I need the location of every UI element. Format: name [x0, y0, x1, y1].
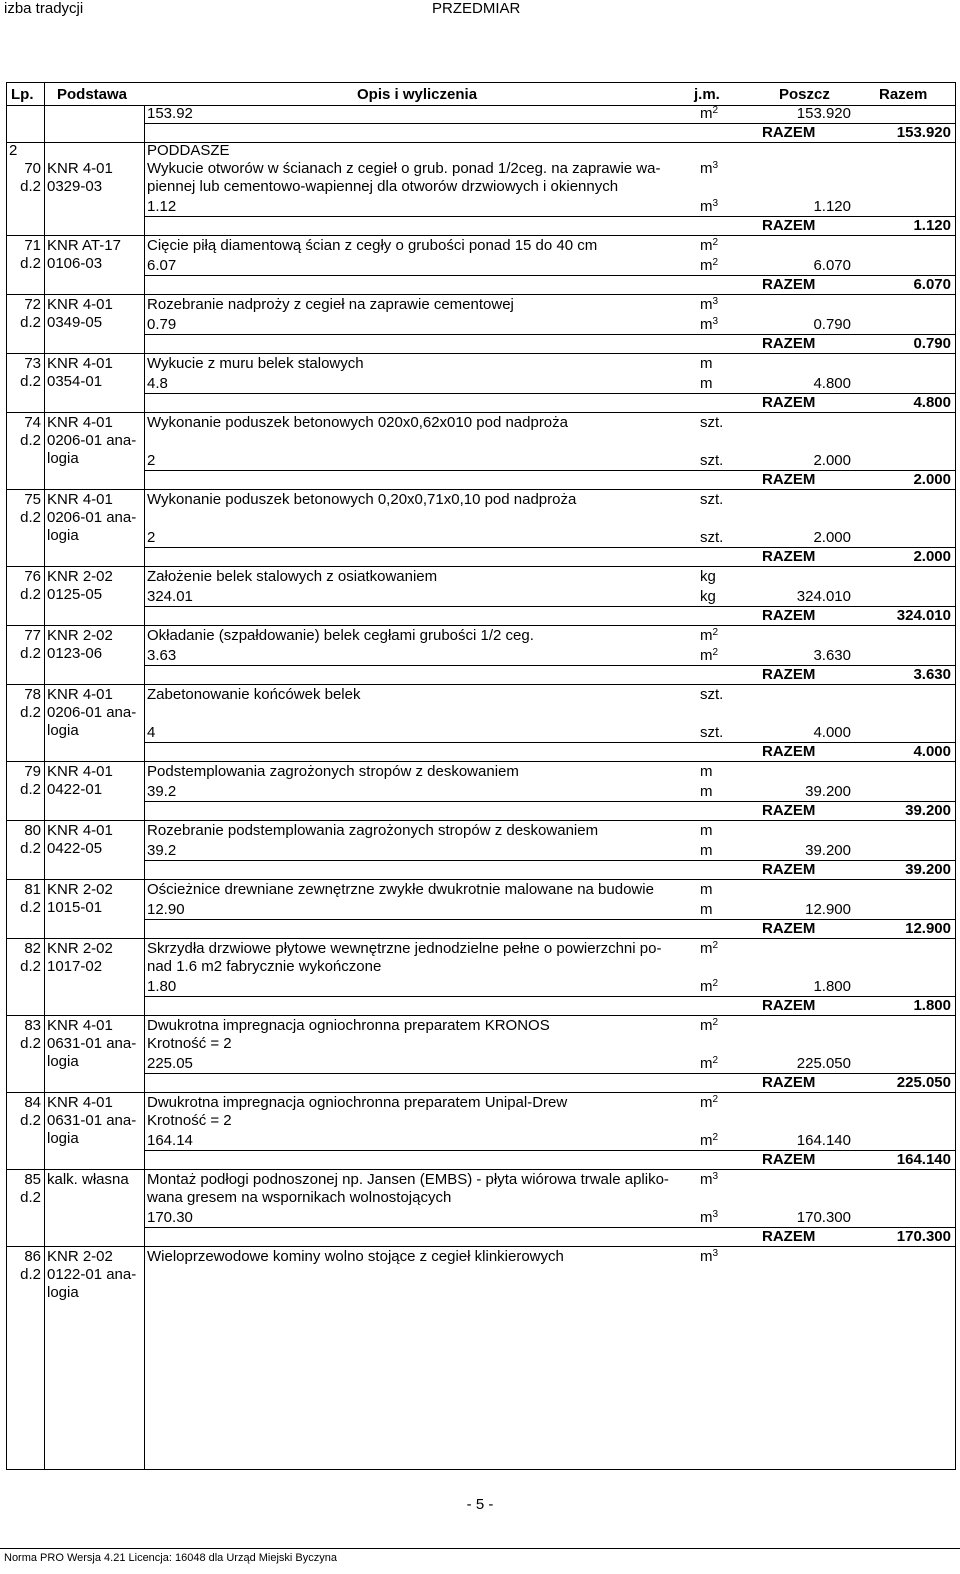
- col-basis: Podstawa: [57, 86, 128, 103]
- item-number: 70: [24, 160, 41, 177]
- razem-value: 1.120: [913, 217, 951, 234]
- item-description: Cięcie piłą diamentową ścian z cegły o grubości ponad 15 do 40 cm: [147, 237, 598, 254]
- document-title: PRZEDMIAR: [432, 0, 521, 17]
- item-unit: szt.: [700, 686, 724, 703]
- razem-label: RAZEM: [762, 743, 816, 760]
- item-expression-unit: $m^3$: [700, 316, 719, 333]
- col-unit: j.m.: [694, 86, 720, 103]
- row-separator: [7, 566, 955, 567]
- razem-label: RAZEM: [762, 666, 816, 683]
- item-description: Założenie belek stalowych z osiatkowaniem: [147, 568, 438, 585]
- item-unit: $m^2$: [700, 1017, 719, 1034]
- item-expression-unit: $m^2$: [700, 978, 719, 995]
- item-subsection: d.2: [20, 432, 41, 449]
- razem-value: 4.000: [913, 743, 951, 760]
- razem-value: 6.070: [913, 276, 951, 293]
- item-basis: KNR 4-01: [47, 1094, 113, 1111]
- item-subsection: d.2: [20, 178, 41, 195]
- row-separator: [7, 820, 955, 821]
- item-basis: KNR 4-01: [47, 763, 113, 780]
- razem-label: RAZEM: [762, 607, 816, 624]
- item-basis: KNR 4-01: [47, 355, 113, 372]
- item-expression: 1.12: [147, 198, 177, 215]
- item-subsection: d.2: [20, 1112, 41, 1129]
- item-basis: KNR 4-01: [47, 414, 113, 431]
- item-number: 85: [24, 1171, 41, 1188]
- razem-label: RAZEM: [762, 394, 816, 411]
- item-description: Skrzydła drzwiowe płytowe wewnętrzne jednodzielne pełne o powierzchni po-: [147, 940, 662, 957]
- item-basis: 0106-03: [47, 255, 103, 272]
- item-expression-unit: m: [700, 375, 713, 392]
- item-unit: m: [700, 822, 713, 839]
- item-number: 79: [24, 763, 41, 780]
- item-expression-unit: szt.: [700, 529, 724, 546]
- footer-divider: [0, 1548, 960, 1549]
- item-quantity: 164.140: [796, 1132, 851, 1149]
- item-quantity: 2.000: [813, 452, 851, 469]
- license-line: Norma PRO Wersja 4.21 Licencja: 16048 dla Urząd Miejski Byczyna: [4, 1552, 337, 1564]
- razem-value: 0.790: [913, 335, 951, 352]
- item-unit: $m^2$: [700, 237, 719, 254]
- row-separator: [7, 489, 955, 490]
- col-lp: Lp.: [11, 86, 34, 103]
- item-description: Zabetonowanie końcówek belek: [147, 686, 361, 703]
- item-number: 86: [24, 1248, 41, 1265]
- row-separator: [7, 684, 955, 685]
- item-quantity: 39.200: [805, 842, 851, 859]
- item-basis: KNR AT-17: [47, 237, 121, 254]
- col-divider: [144, 105, 145, 1469]
- item-basis: logia: [47, 722, 79, 739]
- razem-value: 164.140: [896, 1151, 951, 1168]
- razem-label: RAZEM: [762, 335, 816, 352]
- row-separator: [7, 761, 955, 762]
- item-number: 80: [24, 822, 41, 839]
- razem-value: 12.900: [905, 920, 951, 937]
- section-number: 2: [9, 142, 18, 159]
- row-separator: [7, 353, 955, 354]
- col-desc: Opis i wyliczenia: [357, 86, 478, 103]
- item-unit: m: [700, 355, 713, 372]
- item-basis: 0122-01 ana-: [47, 1266, 137, 1283]
- item-expression-unit: $m^2$: [700, 647, 719, 664]
- item-quantity: 225.050: [796, 1055, 851, 1072]
- razem-value: 170.300: [896, 1228, 951, 1245]
- item-number: 71: [24, 237, 41, 254]
- item-quantity: 1.120: [813, 198, 851, 215]
- item-quantity: 12.900: [805, 901, 851, 918]
- page-header: [0, 0, 960, 20]
- item-subsection: d.2: [20, 840, 41, 857]
- item-unit: szt.: [700, 414, 724, 431]
- item-number: 81: [24, 881, 41, 898]
- razem-value: 324.010: [896, 607, 951, 624]
- item-expression: 2: [147, 452, 156, 469]
- item-expression: 0.79: [147, 316, 177, 333]
- section-title: PODDASZE: [147, 142, 230, 159]
- razem-label: RAZEM: [762, 997, 816, 1014]
- item-quantity: 0.790: [813, 316, 851, 333]
- table-header: [7, 83, 955, 106]
- razem-label: RAZEM: [762, 276, 816, 293]
- razem-label: RAZEM: [762, 802, 816, 819]
- item-expression-unit: kg: [700, 588, 716, 605]
- item-basis: 0206-01 ana-: [47, 432, 137, 449]
- item-description: Rozebranie nadproży z cegieł na zaprawie cementowej: [147, 296, 514, 313]
- item-expression-unit: m: [700, 842, 713, 859]
- item-number: 76: [24, 568, 41, 585]
- item-quantity: 4.000: [813, 724, 851, 741]
- item-number: 78: [24, 686, 41, 703]
- item-basis: KNR 2-02: [47, 1248, 113, 1265]
- item-expression: 170.30: [147, 1209, 193, 1226]
- item-subsection: d.2: [20, 1189, 41, 1206]
- item-basis: KNR 4-01: [47, 160, 113, 177]
- item-basis: 0123-06: [47, 645, 103, 662]
- item-expression: 6.07: [147, 257, 177, 274]
- item-basis: 0349-05: [47, 314, 103, 331]
- row-separator: [7, 625, 955, 626]
- page-number: - 5 -: [466, 1496, 494, 1513]
- item-expression: 3.63: [147, 647, 177, 664]
- item-basis: logia: [47, 527, 79, 544]
- razem-value: 39.200: [905, 861, 951, 878]
- item-basis: logia: [47, 1053, 79, 1070]
- item-expression-unit: $m^2$: [700, 257, 719, 274]
- item-description: wana gresem na wspornikach wolnostojących: [147, 1189, 452, 1206]
- item-expression-unit: $m^2$: [700, 1132, 719, 1149]
- item-description: Wykucie otworów w ścianach z cegieł o grub. ponad 1/2ceg. na zaprawie wa-: [147, 160, 661, 177]
- item-subsection: d.2: [20, 255, 41, 272]
- item-basis: KNR 2-02: [47, 940, 113, 957]
- item-expression-unit: szt.: [700, 452, 724, 469]
- row-separator: [7, 1092, 955, 1093]
- item-expression-unit: $m^3$: [700, 198, 719, 215]
- company-name: izba tradycji: [4, 0, 84, 17]
- item-basis: kalk. własna: [47, 1171, 129, 1188]
- razem-value: 1.800: [913, 997, 951, 1014]
- item-basis: 0125-05: [47, 586, 103, 603]
- item-expression: 4: [147, 724, 156, 741]
- item-basis: 0422-05: [47, 840, 103, 857]
- item-unit: $m^3$: [700, 160, 719, 177]
- item-unit: m: [700, 763, 713, 780]
- item-subsection: d.2: [20, 509, 41, 526]
- item-expression-unit: $m^2$: [700, 1055, 719, 1072]
- item-expression-unit: m: [700, 901, 713, 918]
- item-unit: $m^3$: [700, 296, 719, 313]
- item-number: 84: [24, 1094, 41, 1111]
- razem-label: RAZEM: [762, 1151, 816, 1168]
- item-description: Krotność = 2: [147, 1035, 232, 1052]
- item-description: Dwukrotna impregnacja ogniochronna preparatem KRONOS: [147, 1017, 550, 1034]
- item-description: Dwukrotna impregnacja ogniochronna preparatem Unipal-Drew: [147, 1094, 568, 1111]
- item-description: Krotność = 2: [147, 1112, 232, 1129]
- item-number: 83: [24, 1017, 41, 1034]
- razem-label: RAZEM: [762, 548, 816, 565]
- item-description: Okładanie (szpałdowanie) belek cegłami grubości 1/2 ceg.: [147, 627, 534, 644]
- item-subsection: d.2: [20, 958, 41, 975]
- item-description: Wykonanie poduszek betonowych 0,20x0,71x0,10 pod nadproża: [147, 491, 577, 508]
- razem-label: RAZEM: [762, 217, 816, 234]
- item-description: Podstemplowania zagrożonych stropów z deskowaniem: [147, 763, 519, 780]
- item-subsection: d.2: [20, 704, 41, 721]
- item-basis: 0206-01 ana-: [47, 704, 137, 721]
- item-expression: 39.2: [147, 842, 177, 859]
- row-separator: [7, 1169, 955, 1170]
- row-separator: [7, 412, 955, 413]
- razem-value: 2.000: [913, 471, 951, 488]
- item-quantity: 3.630: [813, 647, 851, 664]
- estimate-table: [6, 82, 956, 1470]
- item-quantity: 39.200: [805, 783, 851, 800]
- razem-value: 2.000: [913, 548, 951, 565]
- row-separator: [7, 879, 955, 880]
- item-basis: 0631-01 ana-: [47, 1112, 137, 1129]
- item-description: Wieloprzewodowe kominy wolno stojące z cegieł klinkierowych: [147, 1248, 564, 1265]
- item-unit: m: [700, 881, 713, 898]
- item-basis: KNR 2-02: [47, 627, 113, 644]
- carry-expression: 153.92: [147, 105, 193, 122]
- carry-quantity: 153.920: [796, 105, 851, 122]
- item-number: 74: [24, 414, 41, 431]
- item-basis: 0354-01: [47, 373, 103, 390]
- item-subsection: d.2: [20, 899, 41, 916]
- item-expression-unit: szt.: [700, 724, 724, 741]
- item-basis: logia: [47, 1130, 79, 1147]
- item-basis: 0422-01: [47, 781, 103, 798]
- item-number: 82: [24, 940, 41, 957]
- razem-label: RAZEM: [762, 1228, 816, 1245]
- razem-value: 3.630: [913, 666, 951, 683]
- row-separator: [7, 294, 955, 295]
- item-basis: 1017-02: [47, 958, 103, 975]
- item-subsection: d.2: [20, 314, 41, 331]
- item-unit: $m^2$: [700, 940, 719, 957]
- col-total: Razem: [879, 86, 928, 103]
- item-unit: kg: [700, 568, 716, 585]
- item-description: Ościeżnice drewniane zewnętrzne zwykłe dwukrotnie malowane na budowie: [147, 881, 654, 898]
- item-quantity: 324.010: [796, 588, 851, 605]
- razem-label: RAZEM: [762, 861, 816, 878]
- item-unit: $m^2$: [700, 627, 719, 644]
- item-basis: KNR 2-02: [47, 881, 113, 898]
- razem-label: RAZEM: [762, 920, 816, 937]
- item-basis: KNR 4-01: [47, 1017, 113, 1034]
- item-quantity: 6.070: [813, 257, 851, 274]
- razem-label: RAZEM: [762, 471, 816, 488]
- razem-value: 153.920: [896, 124, 951, 141]
- item-expression: 1.80: [147, 978, 177, 995]
- item-expression: 4.8: [147, 375, 168, 392]
- item-subsection: d.2: [20, 373, 41, 390]
- item-subsection: d.2: [20, 586, 41, 603]
- item-quantity: 170.300: [796, 1209, 851, 1226]
- row-separator: [7, 1246, 955, 1247]
- item-unit: $m^2$: [700, 1094, 719, 1111]
- col-qty: Poszcz: [779, 86, 830, 103]
- item-basis: KNR 4-01: [47, 822, 113, 839]
- item-unit: $m^3$: [700, 1248, 719, 1265]
- carry-unit: $m^2$: [700, 105, 719, 122]
- item-description: piennej lub cementowo-wapiennej dla otworów drzwiowych i okiennych: [147, 178, 619, 195]
- item-subsection: d.2: [20, 645, 41, 662]
- item-number: 77: [24, 627, 41, 644]
- razem-value: 225.050: [896, 1074, 951, 1091]
- item-quantity: 1.800: [813, 978, 851, 995]
- item-description: Wykonanie poduszek betonowych 020x0,62x010 pod nadproża: [147, 414, 568, 431]
- item-quantity: 4.800: [813, 375, 851, 392]
- item-number: 72: [24, 296, 41, 313]
- item-basis: KNR 4-01: [47, 491, 113, 508]
- item-expression-unit: $m^3$: [700, 1209, 719, 1226]
- item-description: Wykucie z muru belek stalowych: [147, 355, 364, 372]
- item-expression: 39.2: [147, 783, 177, 800]
- razem-value: 4.800: [913, 394, 951, 411]
- item-basis: 1015-01: [47, 899, 103, 916]
- item-description: Montaż podłogi podnoszonej np. Jansen (EMBS) - płyta wiórowa trwale apliko-: [147, 1171, 669, 1188]
- row-separator: [7, 938, 955, 939]
- item-expression-unit: m: [700, 783, 713, 800]
- razem-label: RAZEM: [762, 1074, 816, 1091]
- item-basis: logia: [47, 450, 79, 467]
- item-subsection: d.2: [20, 781, 41, 798]
- item-expression: 164.14: [147, 1132, 193, 1149]
- item-subsection: d.2: [20, 1266, 41, 1283]
- item-number: 73: [24, 355, 41, 372]
- item-basis: KNR 2-02: [47, 568, 113, 585]
- item-basis: logia: [47, 1284, 79, 1301]
- item-unit: szt.: [700, 491, 724, 508]
- razem-label: RAZEM: [762, 124, 816, 141]
- col-divider: [44, 83, 45, 1469]
- item-quantity: 2.000: [813, 529, 851, 546]
- item-basis: KNR 4-01: [47, 686, 113, 703]
- item-expression: 2: [147, 529, 156, 546]
- razem-value: 39.200: [905, 802, 951, 819]
- item-subsection: d.2: [20, 1035, 41, 1052]
- item-number: 75: [24, 491, 41, 508]
- item-expression: 225.05: [147, 1055, 193, 1072]
- item-basis: KNR 4-01: [47, 296, 113, 313]
- item-expression: 324.01: [147, 588, 193, 605]
- item-basis: 0329-03: [47, 178, 103, 195]
- row-separator: [7, 1015, 955, 1016]
- item-basis: 0631-01 ana-: [47, 1035, 137, 1052]
- item-basis: 0206-01 ana-: [47, 509, 137, 526]
- item-unit: $m^3$: [700, 1171, 719, 1188]
- item-expression: 12.90: [147, 901, 185, 918]
- item-description: Rozebranie podstemplowania zagrożonych stropów z deskowaniem: [147, 822, 599, 839]
- item-description: nad 1.6 m2 fabrycznie wykończone: [147, 958, 382, 975]
- row-separator: [7, 235, 955, 236]
